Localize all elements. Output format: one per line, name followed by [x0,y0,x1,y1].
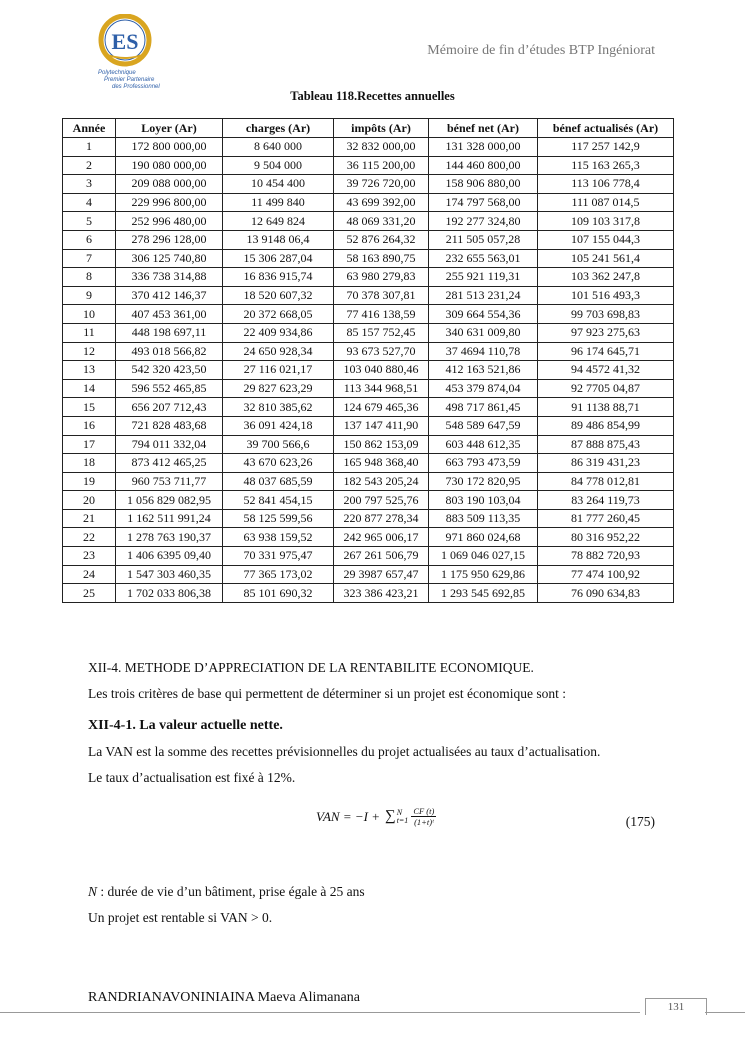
table-cell: 960 753 711,77 [116,472,223,491]
table-cell: 3 [63,175,116,194]
table-cell: 182 543 205,24 [334,472,429,491]
table-cell: 131 328 000,00 [429,138,538,157]
table-cell: 663 793 473,59 [429,454,538,473]
table-cell: 19 [63,472,116,491]
table-cell: 32 832 000,00 [334,138,429,157]
table-row [63,454,674,473]
logo-initials: ES [111,29,139,54]
table-cell: 91 1138 88,71 [538,398,674,417]
table-cell: 29 3987 657,47 [334,565,429,584]
table-row [63,547,674,566]
logo-line-2: Premier Partenaire [104,77,155,83]
table-cell: 174 797 568,00 [429,193,538,212]
subsection-title: XII-4-1. La valeur actuelle nette. [88,718,283,733]
table-cell: 8 [63,268,116,287]
formula-numerator: CF (t) [413,806,435,816]
table-cell: 13 [63,361,116,380]
table-cell: 58 125 599,56 [223,509,334,528]
column-header: bénef net (Ar) [429,119,538,138]
table-cell: 36 115 200,00 [334,156,429,175]
table-cell: 267 261 506,79 [334,547,429,566]
table-cell: 113 344 968,51 [334,379,429,398]
table-row [63,472,674,491]
table-row [63,138,674,157]
table-cell: 10 [63,305,116,324]
table-row [63,342,674,361]
table-row [63,584,674,603]
table-cell: 7 [63,249,116,268]
table-cell: 412 163 521,86 [429,361,538,380]
table-cell: 24 650 928,34 [223,342,334,361]
table-cell: 94 4572 41,32 [538,361,674,380]
table-cell: 407 453 361,00 [116,305,223,324]
table-cell: 77 474 100,92 [538,565,674,584]
table-cell: 1 175 950 629,86 [429,565,538,584]
table-cell: 70 331 975,47 [223,547,334,566]
table-cell: 111 087 014,5 [538,193,674,212]
table-cell: 117 257 142,9 [538,138,674,157]
table-cell: 107 155 044,3 [538,230,674,249]
table-cell: 101 516 493,3 [538,286,674,305]
column-header: impôts (Ar) [334,119,429,138]
table-cell: 603 448 612,35 [429,435,538,454]
table-cell: 87 888 875,43 [538,435,674,454]
table-cell: 85 157 752,45 [334,323,429,342]
table-cell: 21 [63,509,116,528]
table-cell: 23 [63,547,116,566]
table-cell: 229 996 800,00 [116,193,223,212]
table-cell: 14 [63,379,116,398]
table-row [63,268,674,287]
table-cell: 39 700 566,6 [223,435,334,454]
section-title: XII-4. METHODE D’APPRECIATION DE LA RENTABILITE ECONOMIQUE. [88,660,534,675]
table-row [63,379,674,398]
table-cell: 1 056 829 082,95 [116,491,223,510]
table-cell: 103 040 880,46 [334,361,429,380]
table-cell: 255 921 119,31 [429,268,538,287]
table-cell: 20 372 668,05 [223,305,334,324]
table-cell: 89 486 854,99 [538,416,674,435]
table-cell: 493 018 566,82 [116,342,223,361]
page-number: 131 [645,998,707,1015]
table-cell: 211 505 057,28 [429,230,538,249]
table-cell: 656 207 712,43 [116,398,223,417]
table-cell: 150 862 153,09 [334,435,429,454]
table-row [63,286,674,305]
table-cell: 1 547 303 460,35 [116,565,223,584]
table-cell: 242 965 006,17 [334,528,429,547]
table-cell: 232 655 563,01 [429,249,538,268]
table-cell: 63 980 279,83 [334,268,429,287]
table-row [63,565,674,584]
table-cell: 144 460 800,00 [429,156,538,175]
table-cell: 25 [63,584,116,603]
table-cell: 340 631 009,80 [429,323,538,342]
table-cell: 137 147 411,90 [334,416,429,435]
sum-upper: N [396,807,403,817]
table-cell: 192 277 324,80 [429,212,538,231]
table-cell: 77 365 173,02 [223,565,334,584]
table-cell: 1 162 511 991,24 [116,509,223,528]
table-cell: 39 726 720,00 [334,175,429,194]
table-cell: 84 778 012,81 [538,472,674,491]
table-cell: 105 241 561,4 [538,249,674,268]
table-cell: 13 9148 06,4 [223,230,334,249]
table-cell: 12 649 824 [223,212,334,231]
table-cell: 165 948 368,40 [334,454,429,473]
table-cell: 803 190 103,04 [429,491,538,510]
table-cell: 29 827 623,29 [223,379,334,398]
table-cell: 172 800 000,00 [116,138,223,157]
table-cell: 281 513 231,24 [429,286,538,305]
table-cell: 24 [63,565,116,584]
table-cell: 596 552 465,85 [116,379,223,398]
table-cell: 93 673 527,70 [334,342,429,361]
table-cell: 109 103 317,8 [538,212,674,231]
table-cell: 1 278 763 190,37 [116,528,223,547]
van-definition: La VAN est la somme des recettes prévisionnelles du projet actualisées au taux d’actualisation. [88,744,601,759]
table-cell: 77 416 138,59 [334,305,429,324]
footer-divider [0,1012,640,1013]
table-cell: 27 116 021,17 [223,361,334,380]
table-cell: 9 [63,286,116,305]
column-header: Année [63,119,116,138]
table-cell: 32 810 385,62 [223,398,334,417]
table-cell: 92 7705 04,87 [538,379,674,398]
table-cell: 83 264 119,73 [538,491,674,510]
table-row [63,509,674,528]
table-cell: 5 [63,212,116,231]
school-logo [90,14,160,92]
table-cell: 15 [63,398,116,417]
table-cell: 11 499 840 [223,193,334,212]
table-cell: 370 412 146,37 [116,286,223,305]
table-cell: 190 080 000,00 [116,156,223,175]
table-cell: 873 412 465,25 [116,454,223,473]
logo-line-3: des Professionnels [112,84,160,90]
table-cell: 971 860 024,68 [429,528,538,547]
table-cell: 721 828 483,68 [116,416,223,435]
footer-author: RANDRIANAVONINIAINA Maeva Alimanana [88,990,360,1005]
table-body [63,138,674,603]
table-cell: 12 [63,342,116,361]
table-cell: 63 938 159,52 [223,528,334,547]
table-cell: 58 163 890,75 [334,249,429,268]
sum-limits [397,809,409,825]
table-row [63,361,674,380]
table-row [63,175,674,194]
table-cell: 883 509 113,35 [429,509,538,528]
table-cell: 1 069 046 027,15 [429,547,538,566]
table-cell: 48 069 331,20 [334,212,429,231]
table-cell: 18 520 607,32 [223,286,334,305]
table-cell: 124 679 465,36 [334,398,429,417]
table-cell: 78 882 720,93 [538,547,674,566]
formula-lhs: VAN = −I + [316,808,380,824]
intro-paragraph: Les trois critères de base qui permettent de déterminer si un projet est économique sont : [88,686,566,701]
table-cell: 36 091 424,18 [223,416,334,435]
table-cell: 548 589 647,59 [429,416,538,435]
table-cell: 10 454 400 [223,175,334,194]
table-row [63,249,674,268]
n-definition-text: : durée de vie d’un bâtiment, prise égale à 25 ans [97,884,365,899]
table-cell: 17 [63,435,116,454]
profitability-rule: Un projet est rentable si VAN > 0. [88,910,273,925]
table-cell: 20 [63,491,116,510]
table-cell: 1 [63,138,116,157]
table-cell: 76 090 634,83 [538,584,674,603]
table-cell: 43 699 392,00 [334,193,429,212]
table-cell: 52 876 264,32 [334,230,429,249]
table-cell: 11 [63,323,116,342]
table-cell: 16 [63,416,116,435]
table-cell: 48 037 685,59 [223,472,334,491]
header-title: Mémoire de fin d’études BTP Ingéniorat [427,43,655,58]
table-cell: 8 640 000 [223,138,334,157]
annual-revenue-table [62,118,674,603]
table-cell: 498 717 861,45 [429,398,538,417]
school-logo-emblem [90,14,160,92]
table-cell: 4 [63,193,116,212]
table-cell: 103 362 247,8 [538,268,674,287]
van-formula [316,806,436,827]
table-cell: 96 174 645,71 [538,342,674,361]
n-definition [88,884,365,900]
table-cell: 309 664 554,36 [429,305,538,324]
table-row [63,398,674,417]
sum-symbol: ∑ [384,808,396,824]
table-cell: 1 702 033 806,38 [116,584,223,603]
table-cell: 22 409 934,86 [223,323,334,342]
table-cell: 252 996 480,00 [116,212,223,231]
table-cell: 306 125 740,80 [116,249,223,268]
table-cell: 794 011 332,04 [116,435,223,454]
column-header: charges (Ar) [223,119,334,138]
table-header-row [63,119,674,138]
table-cell: 158 906 880,00 [429,175,538,194]
table-cell: 220 877 278,34 [334,509,429,528]
table-cell: 81 777 260,45 [538,509,674,528]
table-cell: 323 386 423,21 [334,584,429,603]
table-row [63,491,674,510]
table-cell: 336 738 314,88 [116,268,223,287]
table-row [63,416,674,435]
table-cell: 209 088 000,00 [116,175,223,194]
table-row [63,323,674,342]
footer-divider-right [705,1012,745,1013]
table-row [63,193,674,212]
table-cell: 9 504 000 [223,156,334,175]
table-cell: 278 296 128,00 [116,230,223,249]
n-symbol: N [88,884,98,899]
table-cell: 453 379 874,04 [429,379,538,398]
equation-number: (175) [625,814,655,829]
formula-denominator: (1+t)ᵗ [414,817,434,827]
table-cell: 85 101 690,32 [223,584,334,603]
table-row [63,212,674,231]
table-cell: 37 4694 110,78 [429,342,538,361]
table-cell: 1 406 6395 09,40 [116,547,223,566]
column-header: bénef actualisés (Ar) [538,119,674,138]
table-cell: 448 198 697,11 [116,323,223,342]
table-cell: 22 [63,528,116,547]
column-header: Loyer (Ar) [116,119,223,138]
formula-fraction [411,806,436,827]
sum-lower: t=1 [396,815,409,825]
table-cell: 16 836 915,74 [223,268,334,287]
table-cell: 730 172 820,95 [429,472,538,491]
discount-rate: Le taux d’actualisation est fixé à 12%. [88,770,296,785]
table-cell: 52 841 454,15 [223,491,334,510]
table-cell: 2 [63,156,116,175]
table-cell: 6 [63,230,116,249]
table-cell: 99 703 698,83 [538,305,674,324]
table-cell: 115 163 265,3 [538,156,674,175]
table-cell: 200 797 525,76 [334,491,429,510]
table-cell: 113 106 778,4 [538,175,674,194]
table-cell: 15 306 287,04 [223,249,334,268]
table-row [63,305,674,324]
table-cell: 80 316 952,22 [538,528,674,547]
table-cell: 97 923 275,63 [538,323,674,342]
table-row [63,435,674,454]
table-cell: 542 320 423,50 [116,361,223,380]
table-caption: Tableau 118.Recettes annuelles [290,89,455,103]
table-row [63,230,674,249]
table-cell: 86 319 431,23 [538,454,674,473]
table-cell: 43 670 623,26 [223,454,334,473]
table-row [63,528,674,547]
table-cell: 70 378 307,81 [334,286,429,305]
table-row [63,156,674,175]
logo-line-1: Polytechnique [98,70,136,76]
table-cell: 18 [63,454,116,473]
table-cell: 1 293 545 692,85 [429,584,538,603]
